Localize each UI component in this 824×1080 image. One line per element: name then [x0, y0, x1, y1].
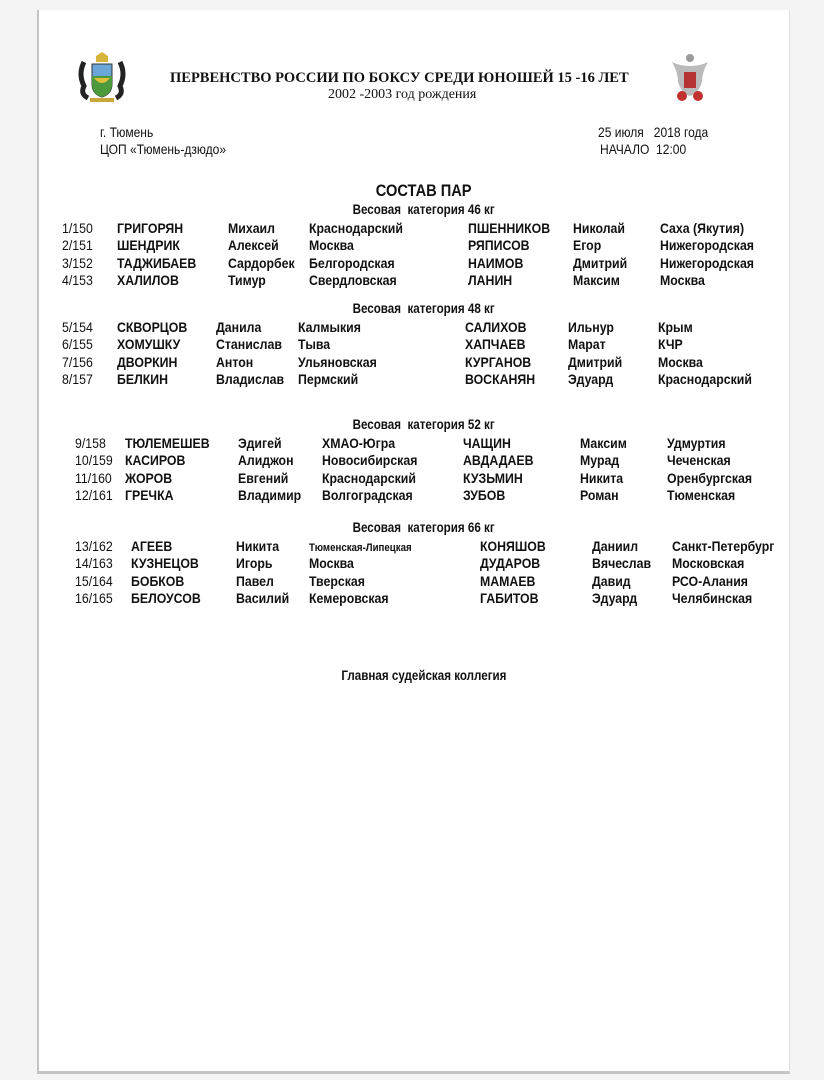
bout-number: 5/154 — [62, 319, 93, 335]
fighter-first-name: Алексей — [228, 237, 279, 254]
opponent-region: Краснодарский — [658, 370, 752, 387]
opponent-surname: РЯПИСОВ — [468, 237, 530, 254]
opponent-region: Московская — [672, 555, 745, 572]
fighter-first-name: Владислав — [216, 370, 285, 387]
fighter-surname: БЕЛОУСОВ — [131, 589, 201, 606]
fighter-region: Москва — [309, 237, 354, 254]
weight-category — [0, 202, 824, 217]
bout-number: 14/163 — [75, 555, 113, 572]
bout-number: 9/158 — [75, 435, 106, 451]
date: 25 июля 2018 года — [598, 124, 709, 140]
fighter-surname: СКВОРЦОВ — [117, 319, 188, 335]
opponent-first-name: Егор — [573, 237, 602, 254]
bout-number: 16/165 — [75, 589, 113, 606]
fighter-surname: БОБКОВ — [131, 572, 185, 589]
fighter-first-name: Антон — [216, 353, 254, 370]
fighter-surname: КУЗНЕЦОВ — [131, 555, 199, 572]
opponent-first-name: Николай — [573, 220, 625, 236]
bout-number: 6/155 — [62, 336, 93, 353]
opponent-surname: ВОСКАНЯН — [465, 370, 536, 387]
fighter-region: Краснодарский — [309, 220, 403, 236]
fighter-first-name: Василий — [236, 589, 290, 606]
fighter-region: Кемеровская — [309, 589, 389, 606]
opponent-region: КЧР — [658, 336, 683, 353]
opponent-surname: КОНЯШОВ — [480, 538, 546, 554]
fighter-first-name: Павел — [236, 572, 274, 589]
opponent-region: Челябинская — [672, 589, 753, 606]
fighter-region: Калмыкия — [298, 319, 361, 335]
fighter-region: Краснодарский — [322, 469, 416, 486]
opponent-first-name: Ильнур — [568, 319, 614, 335]
fighter-surname: ТЮЛЕМЕШЕВ — [125, 435, 210, 451]
opponent-surname: ЗУБОВ — [463, 486, 506, 503]
weight-category-heading: Весовая категория 52 кг — [352, 417, 496, 432]
fighter-surname: ГРИГОРЯН — [117, 220, 184, 236]
fighter-region: Тыва — [298, 336, 331, 353]
fighter-surname: ДВОРКИН — [117, 353, 178, 370]
city: г. Тюмень — [100, 124, 154, 140]
weight-category — [0, 301, 824, 316]
opponent-surname: ДУДАРОВ — [480, 555, 541, 572]
opponent-region: Москва — [658, 353, 703, 370]
opponent-region: Нижегородская — [660, 254, 754, 271]
opponent-surname: ПШЕННИКОВ — [468, 220, 551, 236]
opponent-first-name: Максим — [573, 271, 620, 288]
fighter-region: Волгоградская — [322, 486, 413, 503]
fighter-surname: ЖОРОВ — [125, 469, 173, 486]
bout-number: 2/151 — [62, 237, 93, 254]
fighter-first-name: Никита — [236, 538, 280, 554]
fighter-first-name: Михаил — [228, 220, 275, 236]
weight-category-heading: Весовая категория 46 кг — [352, 202, 496, 217]
start-time: НАЧАЛО 12:00 — [600, 141, 687, 157]
opponent-region: РСО-Алания — [672, 572, 748, 589]
document-title: ПЕРВЕНСТВО РОССИИ ПО БОКСУ СРЕДИ ЮНОШЕЙ 15 -16 ЛЕТ — [170, 70, 629, 86]
opponent-first-name: Никита — [580, 469, 624, 486]
fighter-region: Белгородская — [309, 254, 395, 271]
fighter-surname: ХОМУШКУ — [117, 336, 181, 353]
weight-category-heading: Весовая категория 48 кг — [352, 301, 496, 316]
fighter-first-name: Тимур — [228, 271, 266, 288]
weight-category — [0, 520, 824, 535]
opponent-first-name: Вячеслав — [592, 555, 652, 572]
fighter-region: Москва — [309, 555, 354, 572]
opponent-region: Тюменская — [667, 486, 736, 503]
fighter-surname: АГЕЕВ — [131, 538, 173, 554]
fighter-surname: ХАЛИЛОВ — [117, 271, 179, 288]
fighter-region: Тверская — [309, 572, 365, 589]
opponent-surname: МАМАЕВ — [480, 572, 536, 589]
opponent-first-name: Максим — [580, 435, 627, 451]
footer-signature: Главная судейская коллегия — [341, 668, 507, 683]
opponent-region: Крым — [658, 319, 693, 335]
fighter-first-name: Евгений — [238, 469, 289, 486]
opponent-region: Санкт-Петербург — [672, 538, 775, 554]
opponent-surname: АВДАДАЕВ — [463, 452, 534, 469]
opponent-first-name: Дмитрий — [573, 254, 628, 271]
opponent-region: Удмуртия — [667, 435, 726, 451]
coat-of-arms-logo — [76, 52, 128, 104]
boxing-federation-logo — [668, 52, 712, 104]
opponent-surname: КУЗЬМИН — [463, 469, 523, 486]
opponent-first-name: Даниил — [592, 538, 639, 554]
opponent-surname: САЛИХОВ — [465, 319, 527, 335]
fighter-region: Новосибирская — [322, 452, 418, 469]
opponent-first-name: Эдуард — [592, 589, 638, 606]
opponent-first-name: Эдуард — [568, 370, 614, 387]
bout-number: 11/160 — [75, 469, 112, 486]
weight-category — [0, 417, 824, 432]
opponent-region: Нижегородская — [660, 237, 754, 254]
opponent-first-name: Мурад — [580, 452, 620, 469]
opponent-region: Чеченская — [667, 452, 731, 469]
fighter-first-name: Эдигей — [238, 435, 282, 451]
fighter-first-name: Данила — [216, 319, 262, 335]
bout-number: 10/159 — [75, 452, 113, 469]
bout-number: 12/161 — [75, 486, 113, 503]
fighter-region: Свердловская — [309, 271, 397, 288]
fighter-region: Пермский — [298, 370, 359, 387]
fighter-surname: ТАДЖИБАЕВ — [117, 254, 197, 271]
bout-number: 1/150 — [62, 220, 93, 236]
opponent-surname: ХАПЧАЕВ — [465, 336, 526, 353]
opponent-surname: КУРГАНОВ — [465, 353, 532, 370]
weight-category-heading: Весовая категория 66 кг — [352, 520, 496, 535]
fighter-first-name: Игорь — [236, 555, 273, 572]
bout-number: 15/164 — [75, 572, 113, 589]
fighter-region: Ульяновская — [298, 353, 377, 370]
opponent-region: Москва — [660, 271, 705, 288]
opponent-first-name: Роман — [580, 486, 619, 503]
opponent-surname: ЛАНИН — [468, 271, 513, 288]
venue: ЦОП «Тюмень-дзюдо» — [100, 141, 227, 157]
opponent-surname: ЧАЩИН — [463, 435, 511, 451]
opponent-region: Оренбургская — [667, 469, 753, 486]
fighter-first-name: Станислав — [216, 336, 282, 353]
fighter-surname: КАСИРОВ — [125, 452, 186, 469]
bout-number: 4/153 — [62, 271, 93, 288]
bout-number: 7/156 — [62, 353, 93, 370]
opponent-surname: НАИМОВ — [468, 254, 524, 271]
bout-number: 8/157 — [62, 370, 93, 387]
fighter-first-name: Сардорбек — [228, 254, 295, 271]
bout-number: 3/152 — [62, 254, 93, 271]
fighter-region: ХМАО-Югра — [322, 435, 396, 451]
opponent-first-name: Марат — [568, 336, 606, 353]
document-subtitle: 2002 -2003 год рождения — [328, 87, 477, 102]
fighter-surname: БЕЛКИН — [117, 370, 168, 387]
fighter-region: Тюменская-Липецкая — [309, 542, 412, 554]
opponent-surname: ГАБИТОВ — [480, 589, 539, 606]
fighter-surname: ГРЕЧКА — [125, 486, 174, 503]
fighter-surname: ШЕНДРИК — [117, 237, 180, 254]
bout-number: 13/162 — [75, 538, 113, 554]
opponent-first-name: Давид — [592, 572, 631, 589]
fighter-first-name: Алиджон — [238, 452, 294, 469]
opponent-first-name: Дмитрий — [568, 353, 623, 370]
fighter-first-name: Владимир — [238, 486, 302, 503]
main-title: СОСТАВ ПАР — [376, 181, 472, 200]
opponent-region: Саха (Якутия) — [660, 220, 745, 236]
